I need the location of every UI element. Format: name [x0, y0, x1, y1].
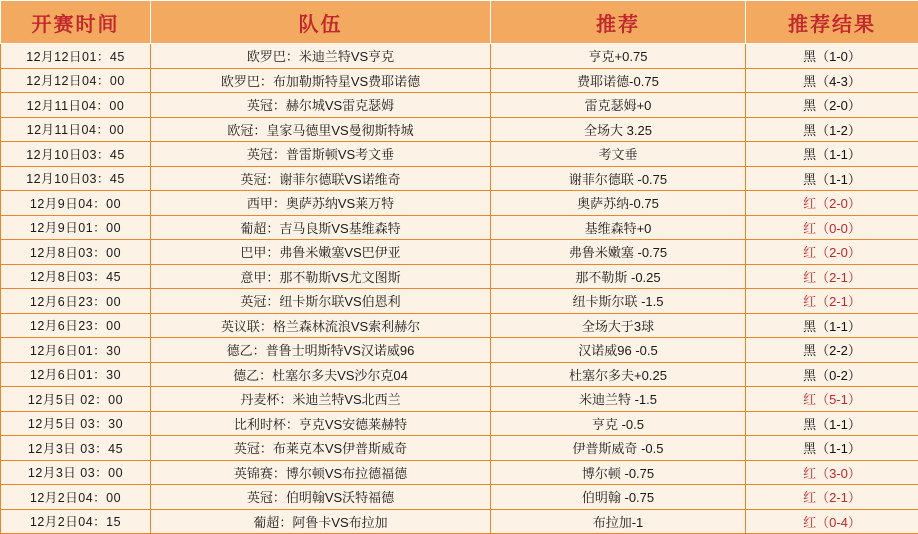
table-row [1, 313, 918, 338]
cell-teams: 葡超：吉马良斯VS基维森特 [151, 215, 491, 240]
cell-teams: 西甲：奥萨苏纳VS莱万特 [151, 191, 491, 216]
cell-result: 红（2-0） [746, 191, 918, 216]
cell-teams: 英冠：布莱克本VS伊普斯威奇 [151, 436, 491, 461]
cell-teams: 德乙：杜塞尔多夫VS沙尔克04 [151, 362, 491, 387]
table-header-row [1, 1, 918, 44]
table-header [1, 1, 918, 44]
cell-recommend: 全场大于3球 [491, 313, 746, 338]
cell-teams: 英冠：赫尔城VS雷克瑟姆 [151, 93, 491, 118]
cell-teams: 英冠：谢菲尔德联VS诺维奇 [151, 166, 491, 191]
cell-recommend: 弗鲁米嫩塞 -0.75 [491, 240, 746, 265]
table-row [1, 264, 918, 289]
table-row [1, 215, 918, 240]
cell-time: 12月6日23：00 [1, 313, 151, 338]
table-row [1, 68, 918, 93]
cell-teams: 英冠：伯明翰VS沃特福德 [151, 485, 491, 510]
cell-time: 12月8日03：45 [1, 264, 151, 289]
cell-time: 12月5日 02：00 [1, 387, 151, 412]
table-row [1, 362, 918, 387]
cell-recommend: 汉诺威96 -0.5 [491, 338, 746, 363]
cell-teams: 丹麦杯：米迪兰特VS北西兰 [151, 387, 491, 412]
cell-time: 12月12日01：45 [1, 44, 151, 69]
cell-teams: 欧冠：皇家马德里VS曼彻斯特城 [151, 117, 491, 142]
cell-recommend: 亨克+0.75 [491, 44, 746, 69]
cell-result: 黑（1-1） [746, 142, 918, 167]
cell-recommend: 基维森特+0 [491, 215, 746, 240]
column-header-teams: 队伍 [151, 1, 491, 44]
table-row [1, 240, 918, 265]
cell-recommend: 全场大 3.25 [491, 117, 746, 142]
cell-result: 红（3-0） [746, 460, 918, 485]
cell-time: 12月11日04：00 [1, 117, 151, 142]
cell-recommend: 纽卡斯尔联 -1.5 [491, 289, 746, 314]
cell-result: 红（5-1） [746, 387, 918, 412]
cell-teams: 意甲：那不勒斯VS尤文图斯 [151, 264, 491, 289]
cell-recommend: 伯明翰 -0.75 [491, 485, 746, 510]
cell-time: 12月3日 03：00 [1, 460, 151, 485]
cell-time: 12月6日01：30 [1, 362, 151, 387]
table-row [1, 166, 918, 191]
cell-recommend: 那不勒斯 -0.25 [491, 264, 746, 289]
table-row [1, 142, 918, 167]
cell-result: 黑（1-2） [746, 117, 918, 142]
cell-time: 12月8日03：00 [1, 240, 151, 265]
cell-recommend: 伊普斯威奇 -0.5 [491, 436, 746, 461]
cell-result: 红（2-1） [746, 485, 918, 510]
cell-recommend: 杜塞尔多夫+0.25 [491, 362, 746, 387]
cell-recommend: 奥萨苏纳-0.75 [491, 191, 746, 216]
cell-teams: 葡超：阿鲁卡VS布拉加 [151, 509, 491, 534]
cell-teams: 英冠：纽卡斯尔联VS伯恩利 [151, 289, 491, 314]
cell-teams: 英冠：普雷斯顿VS考文垂 [151, 142, 491, 167]
table-row [1, 117, 918, 142]
cell-time: 12月10日03：45 [1, 142, 151, 167]
cell-teams: 德乙：普鲁士明斯特VS汉诺威96 [151, 338, 491, 363]
cell-teams: 巴甲：弗鲁米嫩塞VS巴伊亚 [151, 240, 491, 265]
table-row [1, 44, 918, 69]
cell-teams: 比利时杯：亨克VS安德莱赫特 [151, 411, 491, 436]
cell-result: 红（2-1） [746, 289, 918, 314]
cell-time: 12月9日01：00 [1, 215, 151, 240]
cell-time: 12月12日04：00 [1, 68, 151, 93]
cell-time: 12月10日03：45 [1, 166, 151, 191]
column-header-recommend: 推荐 [491, 1, 746, 44]
cell-result: 黑（0-2） [746, 362, 918, 387]
cell-recommend: 博尔顿 -0.75 [491, 460, 746, 485]
table-row [1, 436, 918, 461]
cell-recommend: 雷克瑟姆+0 [491, 93, 746, 118]
cell-teams: 英议联：格兰森林流浪VS索利赫尔 [151, 313, 491, 338]
cell-result: 黑（1-1） [746, 166, 918, 191]
table-row [1, 93, 918, 118]
cell-result: 黑（1-1） [746, 313, 918, 338]
cell-recommend: 考文垂 [491, 142, 746, 167]
cell-result: 红（2-1） [746, 264, 918, 289]
cell-teams: 英锦赛：博尔顿VS布拉德福德 [151, 460, 491, 485]
table-row [1, 460, 918, 485]
table-row [1, 411, 918, 436]
cell-time: 12月3日 03：45 [1, 436, 151, 461]
cell-time: 12月6日01：30 [1, 338, 151, 363]
cell-time: 12月6日23：00 [1, 289, 151, 314]
column-header-time: 开赛时间 [1, 1, 151, 44]
cell-result: 黑（1-1） [746, 411, 918, 436]
cell-result: 黑（2-2） [746, 338, 918, 363]
cell-result: 黑（2-0） [746, 93, 918, 118]
cell-result: 黑（4-3） [746, 68, 918, 93]
cell-recommend: 亨克 -0.5 [491, 411, 746, 436]
cell-result: 黑（1-1） [746, 436, 918, 461]
cell-time: 12月5日 03：30 [1, 411, 151, 436]
cell-result: 红（0-0） [746, 215, 918, 240]
cell-teams: 欧罗巴：布加勒斯特星VS费耶诺德 [151, 68, 491, 93]
cell-recommend: 费耶诺德-0.75 [491, 68, 746, 93]
cell-time: 12月2日04：00 [1, 485, 151, 510]
cell-result: 红（2-0） [746, 240, 918, 265]
cell-result: 黑（1-0） [746, 44, 918, 69]
cell-recommend: 布拉加-1 [491, 509, 746, 534]
cell-recommend: 谢菲尔德联 -0.75 [491, 166, 746, 191]
table-row [1, 338, 918, 363]
table-row [1, 289, 918, 314]
cell-time: 12月9日04：00 [1, 191, 151, 216]
cell-recommend: 米迪兰特 -1.5 [491, 387, 746, 412]
column-header-result: 推荐结果 [746, 1, 918, 44]
cell-result: 红（0-4） [746, 509, 918, 534]
cell-teams: 欧罗巴：米迪兰特VS亨克 [151, 44, 491, 69]
table-row [1, 191, 918, 216]
table-row [1, 509, 918, 534]
cell-time: 12月2日04：15 [1, 509, 151, 534]
table-row [1, 485, 918, 510]
cell-time: 12月11日04：00 [1, 93, 151, 118]
table-row [1, 387, 918, 412]
table-body [1, 44, 918, 534]
